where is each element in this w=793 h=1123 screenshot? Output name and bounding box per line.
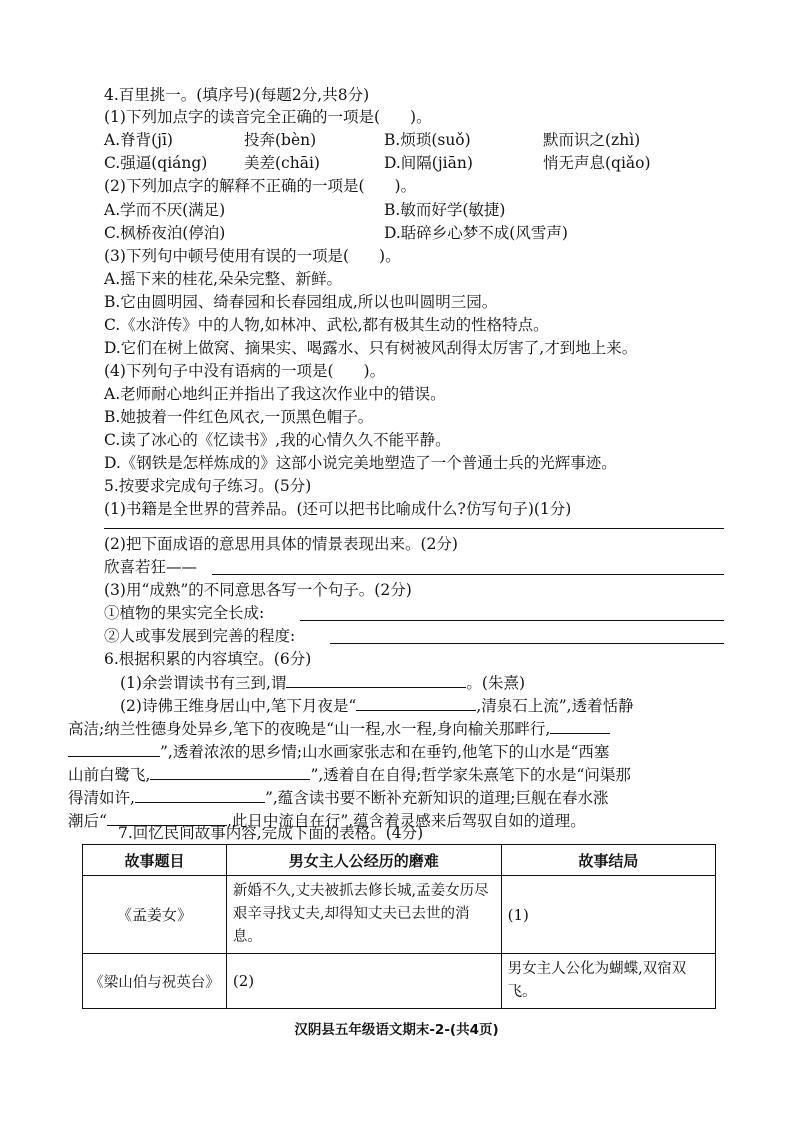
answer-line[interactable] bbox=[104, 528, 724, 529]
q6-p3 bbox=[68, 740, 609, 763]
q4-s2-stem-end: )。 bbox=[394, 177, 417, 195]
q5-s3-a: ①植物的果实完全长成: bbox=[104, 604, 265, 622]
q4-s4-stem bbox=[104, 360, 385, 382]
q6-title: 6.根据积累的内容填空。(6分) bbox=[104, 650, 312, 668]
table-row bbox=[83, 954, 716, 1009]
q6-p1-b: ,清泉石上流”,透着恬静 bbox=[476, 697, 634, 715]
q4-s4-stem-text: (4)下列句子中没有语病的一项是( bbox=[104, 362, 334, 380]
answer-blank[interactable] bbox=[150, 763, 310, 780]
cell-hardship-blank[interactable]: (2) bbox=[226, 954, 501, 1009]
q4-s1-a2: 投奔(bèn) bbox=[244, 131, 317, 149]
q4-s1-d2: 悄无声息(qiǎo) bbox=[543, 154, 651, 172]
q6-p3-b: ”,透着浓浓的思乡情;山水画家张志和在垂钓,他笔下的山水是“西塞 bbox=[160, 743, 610, 761]
q4-s2-c: C.枫桥夜泊(停泊) bbox=[104, 224, 226, 242]
q4-s4-b: B.她披着一件红色风衣,一顶黑色帽子。 bbox=[104, 408, 374, 426]
q4-s3-a: A.摇下来的桂花,朵朵完整、新鲜。 bbox=[104, 270, 343, 288]
q4-s4-d: D.《钢铁是怎样炼成的》这部小说完美地塑造了一个普通士兵的光辉事迹。 bbox=[104, 454, 617, 472]
q5-s2-word: 欣喜若狂—— bbox=[104, 558, 198, 576]
q4-s1-b1: B.烦琐(suǒ) bbox=[384, 131, 471, 149]
q6-s1 bbox=[120, 671, 525, 694]
q5-s1: (1)书籍是全世界的营养品。(还可以把书比喻成什么?仿写句子)(1分) bbox=[104, 500, 572, 518]
q4-s1-stem-text: (1)下列加点字的读音完全正确的一项是( bbox=[104, 108, 381, 126]
q4-s1-c1: C.强逼(qiáng) bbox=[104, 154, 208, 172]
q6-p1-a: (2)诗佛王维身居山中,笔下月夜是“ bbox=[120, 697, 357, 715]
q6-p2-a: 高洁;纳兰性德身处异乡,笔下的夜晚是“山一程,水一程,身向榆关那畔行, bbox=[68, 720, 551, 738]
answer-line[interactable] bbox=[212, 574, 724, 575]
q5-s2: (2)把下面成语的意思用具体的情景表现出来。(2分) bbox=[104, 535, 458, 553]
q6-p4 bbox=[68, 763, 631, 786]
q4-s3-stem-text: (3)下列句中顿号使用有误的一项是( bbox=[104, 247, 350, 265]
q6-p6-a: 潮后“ bbox=[68, 812, 107, 830]
page-footer: 汉阴县五年级语文期末-2-(共4页) bbox=[294, 1022, 499, 1038]
answer-blank[interactable] bbox=[68, 740, 160, 757]
answer-line[interactable] bbox=[300, 620, 724, 621]
cell-ending: 男女主人公化为蝴蝶,双宿双飞。 bbox=[501, 954, 715, 1009]
answer-blank[interactable] bbox=[286, 671, 466, 688]
q6-p5-a: 得清如许, bbox=[68, 789, 135, 807]
q4-s2-stem bbox=[104, 175, 416, 197]
q6-s1-pre: (1)余尝谓读书有三到,谓 bbox=[120, 674, 287, 692]
q4-s1-b2: 默而识之(zhì) bbox=[543, 131, 641, 149]
q4-s3-b: B.它由圆明园、绮春园和长春园组成,所以也叫圆明三园。 bbox=[104, 293, 498, 311]
q4-s1-d1: D.间隔(jiān) bbox=[384, 154, 473, 172]
cell-story-title: 《孟姜女》 bbox=[83, 876, 227, 954]
cell-story-title: 《梁山伯与祝英台》 bbox=[83, 954, 227, 1009]
header-ending: 故事结局 bbox=[501, 845, 715, 876]
q6-s1-post: 。(朱熹) bbox=[466, 674, 525, 692]
answer-blank[interactable] bbox=[356, 694, 476, 711]
q4-s4-a: A.老师耐心地纠正并指出了我这次作业中的错误。 bbox=[104, 385, 446, 403]
story-table bbox=[82, 844, 716, 1009]
q7-title: 7.回忆民间故事内容,完成下面的表格。(4分) bbox=[118, 824, 424, 842]
q4-s2-stem-text: (2)下列加点字的解释不正确的一项是( bbox=[104, 177, 365, 195]
q4-s3-d: D.它们在树上做窝、摘果实、喝露水、只有树被风刮得太厉害了,才到地上来。 bbox=[104, 339, 638, 357]
q4-title: 4.百里挑一。(填序号)(每题2分,共8分) bbox=[104, 86, 370, 104]
header-title: 故事题目 bbox=[83, 845, 227, 876]
q5-title: 5.按要求完成句子练习。(5分) bbox=[104, 477, 312, 495]
q6-p2 bbox=[68, 717, 610, 740]
table-header-row bbox=[83, 845, 716, 876]
answer-blank[interactable] bbox=[550, 717, 610, 734]
q4-s2-b: B.敏而好学(敏捷) bbox=[384, 201, 506, 219]
q4-s4-stem-end: )。 bbox=[363, 362, 386, 380]
q4-s2-a: A.学而不厌(满足) bbox=[104, 201, 226, 219]
q4-s4-c: C.读了冰心的《忆读书》,我的心情久久不能平静。 bbox=[104, 431, 451, 449]
q4-s1-stem-end: )。 bbox=[410, 108, 432, 126]
q6-p5-b: ”,蕴含读书要不断补充新知识的道理;巨舰在春水涨 bbox=[264, 789, 609, 807]
q4-s1-stem bbox=[104, 106, 432, 128]
header-hardship: 男女主人公经历的磨难 bbox=[226, 845, 501, 876]
q5-s3-b: ②人或事发展到完善的程度: bbox=[104, 627, 296, 645]
q6-p1 bbox=[120, 694, 634, 717]
cell-ending-blank[interactable]: (1) bbox=[501, 876, 715, 954]
q6-p4-b: ”,透着自在自得;哲学家朱熹笔下的水是“问渠那 bbox=[310, 766, 631, 784]
answer-line[interactable] bbox=[330, 643, 724, 644]
q4-s1-a1: A.脊背(jī) bbox=[104, 131, 173, 149]
q4-s3-stem bbox=[104, 245, 401, 267]
q6-p6-b: ,此日中流自在行”,蕴含着灵感来后驾驭自如的道理。 bbox=[226, 812, 586, 830]
answer-blank[interactable] bbox=[135, 786, 265, 803]
cell-hardship: 新婚不久,丈夫被抓去修长城,孟姜女历尽艰辛寻找丈夫,却得知丈夫已去世的消息。 bbox=[226, 876, 501, 954]
q6-p4-a: 山前白鹭飞, bbox=[68, 766, 151, 784]
q4-s3-c: C.《水浒传》中的人物,如林冲、武松,都有极其生动的性格特点。 bbox=[104, 316, 549, 334]
q6-p5 bbox=[68, 786, 609, 809]
table-row bbox=[83, 876, 716, 954]
q4-s1-c2: 美差(chāi) bbox=[244, 154, 320, 172]
q5-s3: (3)用“成熟”的不同意思各写一个句子。(2分) bbox=[104, 581, 412, 599]
q4-s3-stem-end: )。 bbox=[379, 247, 401, 265]
q4-s2-d: D.聒碎乡心梦不成(风雪声) bbox=[384, 224, 568, 242]
